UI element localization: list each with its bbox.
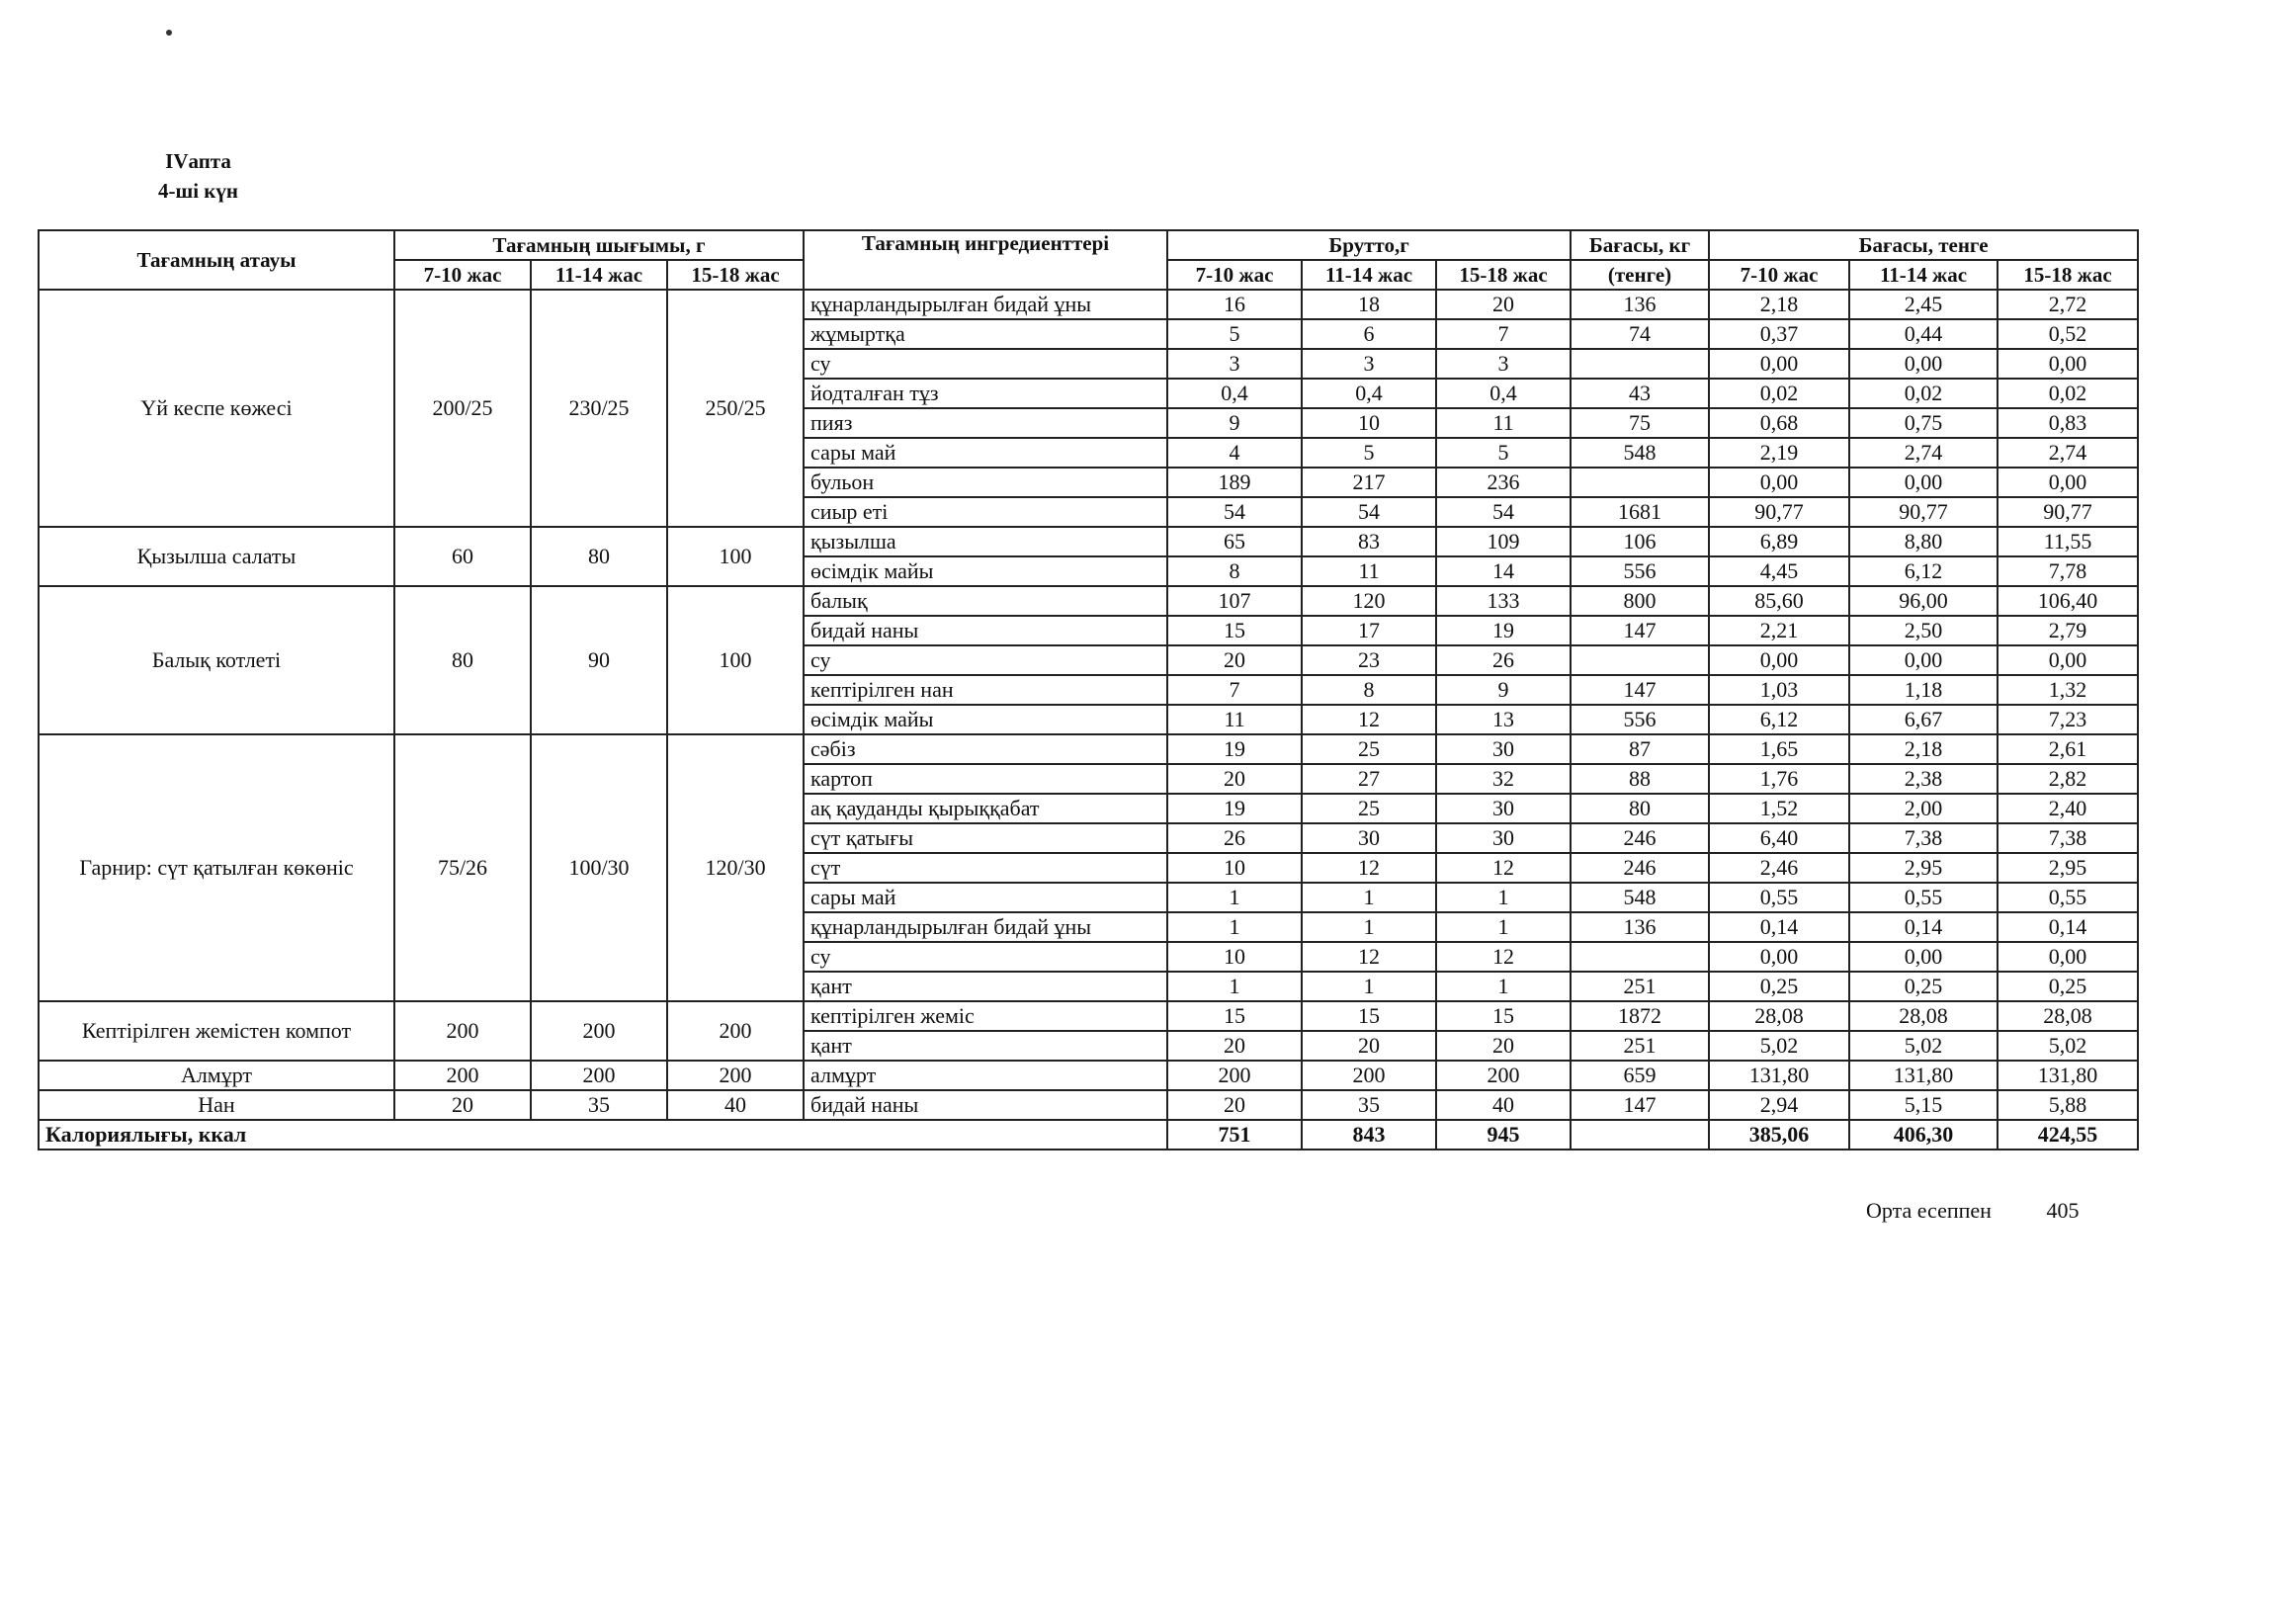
ingredient-cost: 6,40 <box>1709 823 1849 853</box>
ingredient-brutto: 1 <box>1436 912 1571 942</box>
ingredient-brutto: 11 <box>1167 705 1302 734</box>
ingredient-name: өсімдік майы <box>804 556 1167 586</box>
ingredient-price-kg: 87 <box>1571 734 1709 764</box>
ingredient-cost: 0,44 <box>1849 319 1998 349</box>
ingredient-cost: 1,32 <box>1998 675 2138 705</box>
ingredient-cost: 0,37 <box>1709 319 1849 349</box>
ingredient-name: құнарландырылған бидай ұны <box>804 290 1167 319</box>
ingredient-price-kg: 659 <box>1571 1061 1709 1090</box>
total-price-kg <box>1571 1120 1709 1150</box>
ingredient-brutto: 15 <box>1436 1001 1571 1031</box>
ingredient-price-kg: 147 <box>1571 616 1709 645</box>
ingredient-brutto: 107 <box>1167 586 1302 616</box>
ingredient-cost: 0,52 <box>1998 319 2138 349</box>
totals-label: Калориялығы, ккал <box>39 1120 1167 1150</box>
dish-yield: 100 <box>667 586 804 734</box>
dish-yield: 200 <box>531 1001 667 1061</box>
price-kg-unit: (тенге) <box>1571 260 1709 290</box>
ingredient-brutto: 12 <box>1436 853 1571 883</box>
ingredient-price-kg: 136 <box>1571 290 1709 319</box>
ingredient-brutto: 25 <box>1302 794 1436 823</box>
ingredient-price-kg: 556 <box>1571 705 1709 734</box>
ingredient-cost: 0,00 <box>1849 468 1998 497</box>
ingredient-brutto: 26 <box>1167 823 1302 853</box>
ingredient-cost: 0,68 <box>1709 408 1849 438</box>
ingredient-cost: 0,25 <box>1998 972 2138 1001</box>
ingredient-price-kg: 147 <box>1571 1090 1709 1120</box>
ingredient-cost: 0,02 <box>1998 379 2138 408</box>
dish-yield: 80 <box>531 527 667 586</box>
ingredient-price-kg <box>1571 349 1709 379</box>
dish-name: Кептірілген жемістен компот <box>39 1001 394 1061</box>
ingredient-brutto: 19 <box>1167 734 1302 764</box>
ingredient-cost: 85,60 <box>1709 586 1849 616</box>
cost-age-15-18: 15-18 жас <box>1998 260 2138 290</box>
ingredient-brutto: 200 <box>1167 1061 1302 1090</box>
ingredient-brutto: 15 <box>1167 616 1302 645</box>
page-footer <box>1866 1198 2079 1224</box>
ingredient-cost: 5,02 <box>1849 1031 1998 1061</box>
ingredient-name: бидай наны <box>804 616 1167 645</box>
ingredient-cost: 0,55 <box>1998 883 2138 912</box>
ingredient-cost: 1,03 <box>1709 675 1849 705</box>
ingredient-brutto: 1 <box>1302 972 1436 1001</box>
ingredient-price-kg: 548 <box>1571 883 1709 912</box>
ingredient-cost: 2,45 <box>1849 290 1998 319</box>
ingredient-name: сәбіз <box>804 734 1167 764</box>
ingredient-name: сүт <box>804 853 1167 883</box>
ingredient-price-kg <box>1571 468 1709 497</box>
dish-yield: 20 <box>394 1090 531 1120</box>
ingredient-cost: 131,80 <box>1849 1061 1998 1090</box>
ingredient-cost: 2,00 <box>1849 794 1998 823</box>
ingredient-cost: 2,50 <box>1849 616 1998 645</box>
ingredient-cost: 5,88 <box>1998 1090 2138 1120</box>
ingredient-brutto: 27 <box>1302 764 1436 794</box>
ingredient-cost: 0,00 <box>1998 349 2138 379</box>
dish-name: Алмұрт <box>39 1061 394 1090</box>
ingredient-price-kg <box>1571 942 1709 972</box>
cost-age-7-10: 7-10 жас <box>1709 260 1849 290</box>
ingredient-cost: 0,00 <box>1998 645 2138 675</box>
ingredient-cost: 0,75 <box>1849 408 1998 438</box>
ingredient-price-kg: 251 <box>1571 1031 1709 1061</box>
ingredient-brutto: 20 <box>1436 290 1571 319</box>
ingredient-cost: 0,25 <box>1709 972 1849 1001</box>
dish-yield: 200/25 <box>394 290 531 527</box>
ingredient-cost: 6,67 <box>1849 705 1998 734</box>
ingredient-name: кептірілген нан <box>804 675 1167 705</box>
ingredient-cost: 0,55 <box>1709 883 1849 912</box>
ingredient-name: өсімдік майы <box>804 705 1167 734</box>
ingredient-price-kg: 80 <box>1571 794 1709 823</box>
ingredient-cost: 0,00 <box>1998 942 2138 972</box>
ingredient-brutto: 19 <box>1436 616 1571 645</box>
ingredient-brutto: 5 <box>1302 438 1436 468</box>
dish-yield: 100/30 <box>531 734 667 1001</box>
total-brutto: 843 <box>1302 1120 1436 1150</box>
ingredient-cost: 0,00 <box>1709 349 1849 379</box>
ingredient-cost: 0,00 <box>1998 468 2138 497</box>
ingredient-brutto: 5 <box>1167 319 1302 349</box>
ingredient-cost: 2,79 <box>1998 616 2138 645</box>
ingredient-brutto: 10 <box>1167 942 1302 972</box>
total-brutto: 751 <box>1167 1120 1302 1150</box>
yield-age-7-10: 7-10 жас <box>394 260 531 290</box>
ingredient-brutto: 12 <box>1302 942 1436 972</box>
ingredient-cost: 0,14 <box>1849 912 1998 942</box>
ingredient-cost: 0,25 <box>1849 972 1998 1001</box>
ingredient-brutto: 200 <box>1436 1061 1571 1090</box>
table-row <box>39 734 2138 764</box>
ingredient-name: қант <box>804 1031 1167 1061</box>
ingredient-brutto: 11 <box>1436 408 1571 438</box>
yield-header: Тағамның шығымы, г <box>394 230 804 260</box>
ingredient-brutto: 120 <box>1302 586 1436 616</box>
ingredient-brutto: 3 <box>1436 349 1571 379</box>
dish-name: Қызылша салаты <box>39 527 394 586</box>
day-label: 4-ші күн <box>158 179 239 203</box>
ingredient-cost: 28,08 <box>1849 1001 1998 1031</box>
ingredient-price-kg: 136 <box>1571 912 1709 942</box>
price-tenge-header: Бағасы, тенге <box>1709 230 2138 260</box>
ingredient-brutto: 65 <box>1167 527 1302 556</box>
brutto-age-7-10: 7-10 жас <box>1167 260 1302 290</box>
ingredient-cost: 0,14 <box>1998 912 2138 942</box>
ingredient-name: су <box>804 645 1167 675</box>
table-row <box>39 586 2138 616</box>
ingredient-brutto: 133 <box>1436 586 1571 616</box>
ingredient-name: сүт қатығы <box>804 823 1167 853</box>
table-totals <box>39 1120 2138 1150</box>
ingredient-brutto: 20 <box>1167 645 1302 675</box>
ingredient-cost: 28,08 <box>1998 1001 2138 1031</box>
ingredient-name: балық <box>804 586 1167 616</box>
table-body <box>39 290 2138 1120</box>
dish-yield: 200 <box>531 1061 667 1090</box>
ingredient-cost: 2,40 <box>1998 794 2138 823</box>
average-label: Орта есеппен <box>1866 1198 1992 1223</box>
dish-yield: 100 <box>667 527 804 586</box>
dish-yield: 200 <box>667 1001 804 1061</box>
table-row <box>39 1090 2138 1120</box>
ingredient-cost: 1,18 <box>1849 675 1998 705</box>
ingredient-brutto: 19 <box>1167 794 1302 823</box>
ingredient-name: алмұрт <box>804 1061 1167 1090</box>
dish-name: Нан <box>39 1090 394 1120</box>
ingredient-cost: 2,19 <box>1709 438 1849 468</box>
scan-speck <box>166 30 172 36</box>
ingredient-brutto: 189 <box>1167 468 1302 497</box>
ingredient-name: бульон <box>804 468 1167 497</box>
ingredient-cost: 2,72 <box>1998 290 2138 319</box>
dish-yield: 60 <box>394 527 531 586</box>
ingredient-name: кептірілген жеміс <box>804 1001 1167 1031</box>
dish-yield: 200 <box>667 1061 804 1090</box>
ingredient-cost: 5,02 <box>1998 1031 2138 1061</box>
ingredient-name: картоп <box>804 764 1167 794</box>
ingredient-cost: 5,02 <box>1709 1031 1849 1061</box>
ingredient-brutto: 8 <box>1167 556 1302 586</box>
ingredient-cost: 0,00 <box>1709 468 1849 497</box>
price-kg-header: Бағасы, кг <box>1571 230 1709 260</box>
ingredient-name: сары май <box>804 438 1167 468</box>
ingredient-cost: 131,80 <box>1998 1061 2138 1090</box>
ingredient-cost: 90,77 <box>1998 497 2138 527</box>
ingredient-cost: 2,74 <box>1998 438 2138 468</box>
ingredients-header: Тағамның ингредиенттері <box>804 230 1167 290</box>
ingredient-brutto: 8 <box>1302 675 1436 705</box>
ingredient-brutto: 54 <box>1436 497 1571 527</box>
ingredient-brutto: 10 <box>1302 408 1436 438</box>
ingredient-brutto: 30 <box>1436 734 1571 764</box>
ingredient-cost: 8,80 <box>1849 527 1998 556</box>
ingredient-brutto: 35 <box>1302 1090 1436 1120</box>
ingredient-brutto: 16 <box>1167 290 1302 319</box>
ingredient-cost: 0,02 <box>1849 379 1998 408</box>
dish-yield: 40 <box>667 1090 804 1120</box>
dish-name: Гарнир: сүт қатылған көкөніс <box>39 734 394 1001</box>
dish-yield: 90 <box>531 586 667 734</box>
ingredient-brutto: 1 <box>1302 883 1436 912</box>
ingredient-brutto: 1 <box>1302 912 1436 942</box>
ingredient-cost: 7,78 <box>1998 556 2138 586</box>
ingredient-brutto: 18 <box>1302 290 1436 319</box>
dish-yield: 120/30 <box>667 734 804 1001</box>
ingredient-price-kg: 800 <box>1571 586 1709 616</box>
week-label: IVапта <box>165 149 231 173</box>
ingredient-brutto: 3 <box>1167 349 1302 379</box>
brutto-age-11-14: 11-14 жас <box>1302 260 1436 290</box>
ingredient-cost: 2,82 <box>1998 764 2138 794</box>
table-row <box>39 290 2138 319</box>
ingredient-cost: 2,95 <box>1998 853 2138 883</box>
totals-row <box>39 1120 2138 1150</box>
ingredient-cost: 0,00 <box>1709 645 1849 675</box>
ingredient-brutto: 23 <box>1302 645 1436 675</box>
table-row <box>39 1001 2138 1031</box>
ingredient-brutto: 25 <box>1302 734 1436 764</box>
ingredient-brutto: 200 <box>1302 1061 1436 1090</box>
brutto-header: Брутто,г <box>1167 230 1571 260</box>
page-number: 405 <box>2046 1198 2080 1223</box>
ingredient-cost: 6,12 <box>1709 705 1849 734</box>
total-brutto: 945 <box>1436 1120 1571 1150</box>
ingredient-brutto: 54 <box>1302 497 1436 527</box>
ingredient-brutto: 1 <box>1436 883 1571 912</box>
ingredient-name: ақ қауданды қырыққабат <box>804 794 1167 823</box>
table-header <box>39 230 2138 290</box>
ingredient-name: бидай наны <box>804 1090 1167 1120</box>
ingredient-cost: 7,38 <box>1998 823 2138 853</box>
total-cost: 385,06 <box>1709 1120 1849 1150</box>
ingredient-brutto: 13 <box>1436 705 1571 734</box>
ingredient-price-kg: 106 <box>1571 527 1709 556</box>
ingredient-price-kg: 75 <box>1571 408 1709 438</box>
ingredient-brutto: 20 <box>1302 1031 1436 1061</box>
ingredient-cost: 4,45 <box>1709 556 1849 586</box>
ingredient-cost: 106,40 <box>1998 586 2138 616</box>
ingredient-brutto: 26 <box>1436 645 1571 675</box>
ingredient-brutto: 9 <box>1436 675 1571 705</box>
ingredient-cost: 96,00 <box>1849 586 1998 616</box>
dish-yield: 80 <box>394 586 531 734</box>
dish-yield: 75/26 <box>394 734 531 1001</box>
ingredient-brutto: 20 <box>1167 1031 1302 1061</box>
ingredient-cost: 0,55 <box>1849 883 1998 912</box>
ingredient-brutto: 30 <box>1436 794 1571 823</box>
yield-age-11-14: 11-14 жас <box>531 260 667 290</box>
ingredient-cost: 2,61 <box>1998 734 2138 764</box>
ingredient-brutto: 83 <box>1302 527 1436 556</box>
dish-yield: 230/25 <box>531 290 667 527</box>
ingredient-name: су <box>804 942 1167 972</box>
ingredient-cost: 2,18 <box>1849 734 1998 764</box>
ingredient-name: қызылша <box>804 527 1167 556</box>
ingredient-brutto: 15 <box>1167 1001 1302 1031</box>
ingredient-brutto: 11 <box>1302 556 1436 586</box>
total-cost: 406,30 <box>1849 1120 1998 1150</box>
ingredient-brutto: 17 <box>1302 616 1436 645</box>
table-row <box>39 1061 2138 1090</box>
ingredient-brutto: 32 <box>1436 764 1571 794</box>
ingredient-cost: 0,00 <box>1849 645 1998 675</box>
ingredient-brutto: 30 <box>1302 823 1436 853</box>
ingredient-brutto: 3 <box>1302 349 1436 379</box>
ingredient-brutto: 236 <box>1436 468 1571 497</box>
ingredient-brutto: 12 <box>1302 705 1436 734</box>
ingredient-price-kg: 74 <box>1571 319 1709 349</box>
ingredient-brutto: 14 <box>1436 556 1571 586</box>
ingredient-brutto: 4 <box>1167 438 1302 468</box>
total-cost: 424,55 <box>1998 1120 2138 1150</box>
ingredient-brutto: 109 <box>1436 527 1571 556</box>
dish-yield: 200 <box>394 1061 531 1090</box>
ingredient-brutto: 40 <box>1436 1090 1571 1120</box>
ingredient-price-kg: 548 <box>1571 438 1709 468</box>
dish-yield: 200 <box>394 1001 531 1061</box>
ingredient-cost: 1,65 <box>1709 734 1849 764</box>
ingredient-brutto: 30 <box>1436 823 1571 853</box>
ingredient-brutto: 12 <box>1302 853 1436 883</box>
ingredient-cost: 2,18 <box>1709 290 1849 319</box>
dish-yield: 250/25 <box>667 290 804 527</box>
ingredient-price-kg: 246 <box>1571 853 1709 883</box>
ingredient-brutto: 54 <box>1167 497 1302 527</box>
dish-name: Балық котлеті <box>39 586 394 734</box>
ingredient-price-kg: 556 <box>1571 556 1709 586</box>
ingredient-cost: 11,55 <box>1998 527 2138 556</box>
ingredient-name: су <box>804 349 1167 379</box>
ingredient-brutto: 0,4 <box>1302 379 1436 408</box>
ingredient-price-kg: 1872 <box>1571 1001 1709 1031</box>
ingredient-brutto: 15 <box>1302 1001 1436 1031</box>
ingredient-price-kg: 43 <box>1571 379 1709 408</box>
page-heading <box>158 146 238 206</box>
ingredient-cost: 7,38 <box>1849 823 1998 853</box>
ingredient-cost: 0,02 <box>1709 379 1849 408</box>
ingredient-cost: 2,38 <box>1849 764 1998 794</box>
ingredient-cost: 0,00 <box>1849 942 1998 972</box>
table-row <box>39 527 2138 556</box>
ingredient-cost: 7,23 <box>1998 705 2138 734</box>
ingredient-brutto: 10 <box>1167 853 1302 883</box>
ingredient-cost: 1,52 <box>1709 794 1849 823</box>
ingredient-name: пияз <box>804 408 1167 438</box>
ingredient-cost: 28,08 <box>1709 1001 1849 1031</box>
ingredient-brutto: 0,4 <box>1167 379 1302 408</box>
ingredient-name: құнарландырылған бидай ұны <box>804 912 1167 942</box>
ingredient-cost: 2,94 <box>1709 1090 1849 1120</box>
ingredient-brutto: 1 <box>1436 972 1571 1001</box>
ingredient-price-kg <box>1571 645 1709 675</box>
dish-yield: 35 <box>531 1090 667 1120</box>
ingredient-name: сары май <box>804 883 1167 912</box>
ingredient-brutto: 1 <box>1167 883 1302 912</box>
ingredient-cost: 2,95 <box>1849 853 1998 883</box>
ingredient-brutto: 1 <box>1167 912 1302 942</box>
ingredient-brutto: 0,4 <box>1436 379 1571 408</box>
ingredient-brutto: 9 <box>1167 408 1302 438</box>
ingredient-cost: 6,89 <box>1709 527 1849 556</box>
ingredient-price-kg: 147 <box>1571 675 1709 705</box>
ingredient-name: сиыр еті <box>804 497 1167 527</box>
ingredient-brutto: 20 <box>1436 1031 1571 1061</box>
ingredient-brutto: 20 <box>1167 1090 1302 1120</box>
dish-name-header: Тағамның атауы <box>39 230 394 290</box>
menu-table <box>38 229 2139 1151</box>
ingredient-cost: 0,00 <box>1849 349 1998 379</box>
ingredient-price-kg: 88 <box>1571 764 1709 794</box>
ingredient-brutto: 7 <box>1167 675 1302 705</box>
ingredient-name: йодталған тұз <box>804 379 1167 408</box>
ingredient-price-kg: 246 <box>1571 823 1709 853</box>
ingredient-price-kg: 251 <box>1571 972 1709 1001</box>
ingredient-name: жұмыртқа <box>804 319 1167 349</box>
dish-name: Үй кеспе көжесі <box>39 290 394 527</box>
ingredient-brutto: 6 <box>1302 319 1436 349</box>
ingredient-brutto: 20 <box>1167 764 1302 794</box>
ingredient-brutto: 1 <box>1167 972 1302 1001</box>
ingredient-cost: 2,21 <box>1709 616 1849 645</box>
ingredient-name: қант <box>804 972 1167 1001</box>
cost-age-11-14: 11-14 жас <box>1849 260 1998 290</box>
ingredient-brutto: 217 <box>1302 468 1436 497</box>
ingredient-cost: 131,80 <box>1709 1061 1849 1090</box>
ingredient-cost: 2,46 <box>1709 853 1849 883</box>
ingredient-cost: 90,77 <box>1849 497 1998 527</box>
ingredient-brutto: 7 <box>1436 319 1571 349</box>
yield-age-15-18: 15-18 жас <box>667 260 804 290</box>
ingredient-cost: 0,83 <box>1998 408 2138 438</box>
ingredient-brutto: 12 <box>1436 942 1571 972</box>
ingredient-brutto: 5 <box>1436 438 1571 468</box>
brutto-age-15-18: 15-18 жас <box>1436 260 1571 290</box>
ingredient-cost: 0,00 <box>1709 942 1849 972</box>
ingredient-cost: 5,15 <box>1849 1090 1998 1120</box>
ingredient-cost: 90,77 <box>1709 497 1849 527</box>
ingredient-cost: 1,76 <box>1709 764 1849 794</box>
ingredient-cost: 6,12 <box>1849 556 1998 586</box>
ingredient-price-kg: 1681 <box>1571 497 1709 527</box>
ingredient-cost: 0,14 <box>1709 912 1849 942</box>
ingredient-cost: 2,74 <box>1849 438 1998 468</box>
